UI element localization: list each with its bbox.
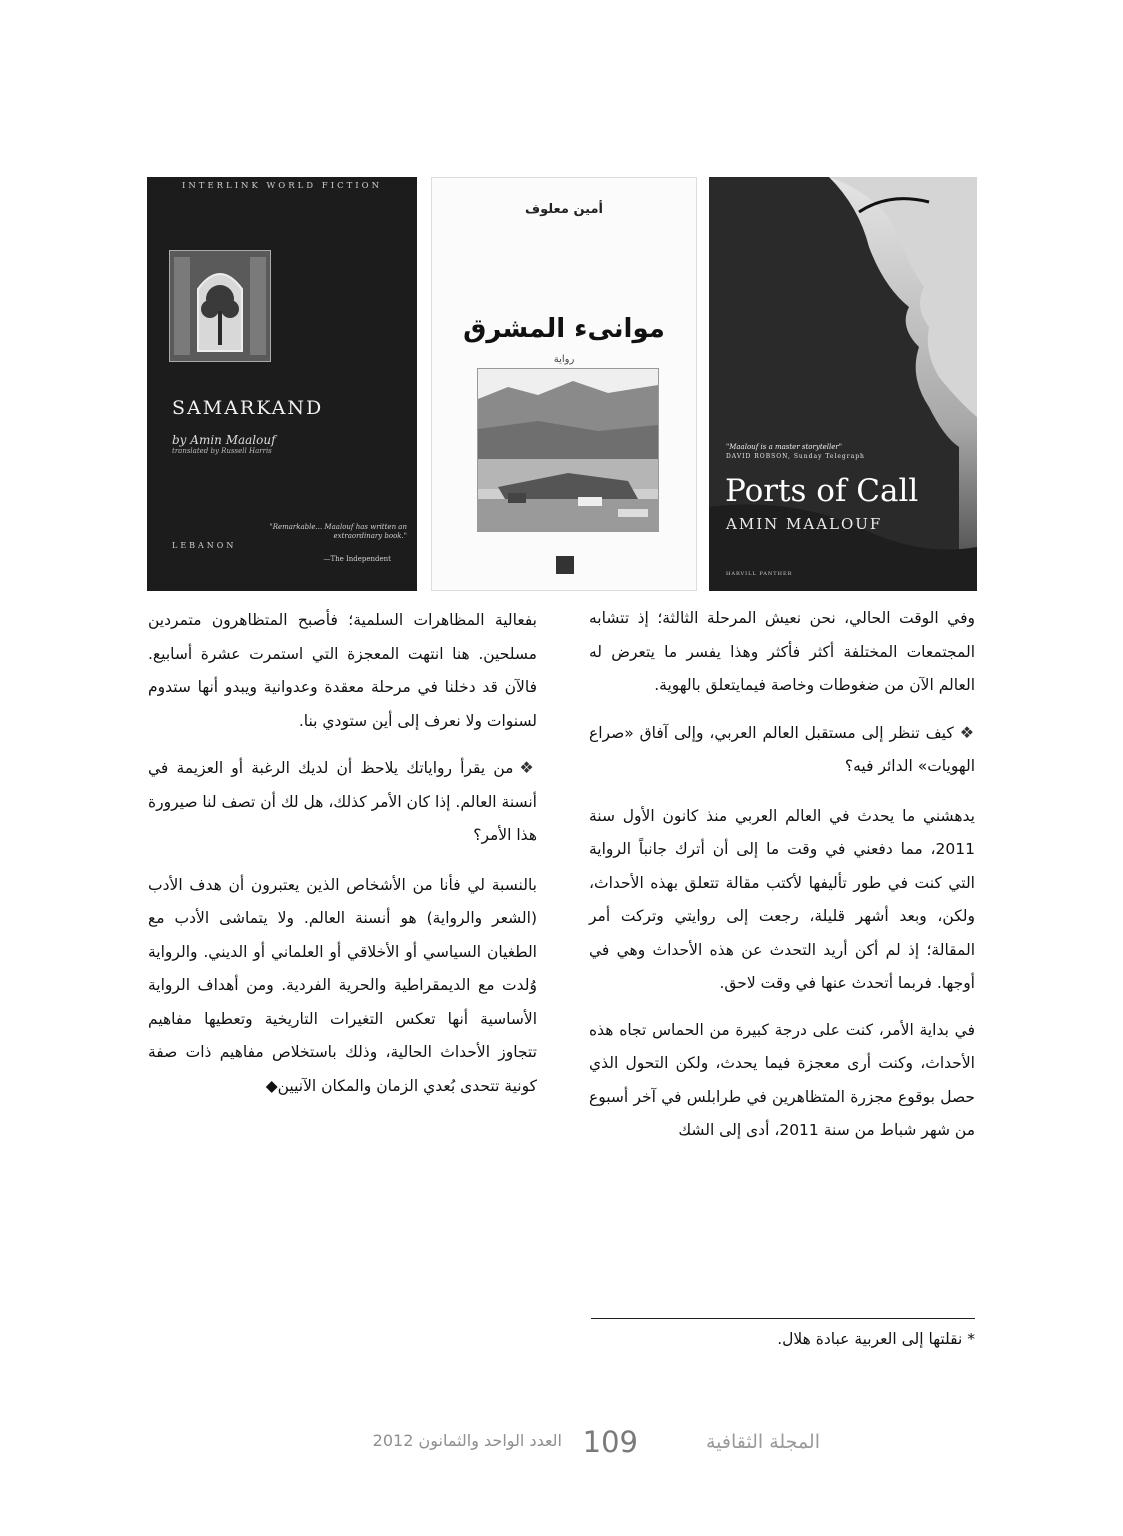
page-footer: [300, 1427, 820, 1459]
left-text-column: [148, 604, 537, 1103]
cover-publisher: HARVILL PANTHER: [726, 571, 793, 577]
question-text: كيف تنظر إلى مستقبل العالم العربي، وإلى آفاق «صراع الهويات» الدائر فيه؟: [589, 723, 975, 775]
ornament-icon: ❖: [519, 758, 537, 777]
cover-translator: translated by Russell Harris: [172, 447, 272, 455]
cover-illustration: [169, 250, 271, 362]
paragraph: بفعالية المظاهرات السلمية؛ فأصبح المتظاهرون متمردين مسلحين. هنا انتهت المعجزة التي استمرت عشرة أسابيع. فالآن قد دخلنا في مرحلة معقدة وعدوانية ويبدو أنها ستدوم لسنوات ولا نعرف إلى أين ستودي بنا.: [148, 611, 537, 730]
arabic-book-cover: [431, 177, 697, 591]
cover-country: LEBANON: [172, 541, 237, 550]
cover-title: SAMARKAND: [172, 397, 324, 419]
magazine-name: المجلة الثقافية: [705, 1431, 820, 1453]
footnote: * نقلتها إلى العربية عبادة هلال.: [777, 1330, 975, 1348]
cover-quote-source: DAVID ROBSON, Sunday Telegraph: [726, 453, 865, 460]
footnote-divider: [591, 1318, 975, 1319]
question-text: من يقرأ رواياتك يلاحظ أن لديك الرغبة أو العزيمة في أنسنة العالم. إذا كان الأمر كذلك، هل لك أن تصف لنا صيرورة هذا الأمر؟: [148, 759, 537, 844]
cover-author: أمين معلوف: [525, 202, 603, 217]
issue-label: العدد الواحد والثمانون 2012: [372, 1431, 562, 1450]
paragraph: يدهشني ما يحدث في العالم العربي منذ كانون الأول سنة 2011، مما دفعني في وقت ما إلى أن أترك جانباً الرواية التي كنت في طور تأليفها لأكتب مقالة تتعلق بهذه الأحداث، ولكن، وبعد أشهر قليلة، رجعت إلى روايتي وتركت أمر المقالة؛ إذ لم أكن أريد التحدث عن هذه الأحداث وهي في أوجها. فربما أتحدث عنها في وقت لاحق.: [589, 806, 975, 992]
interview-question: [589, 716, 975, 784]
cover-author: by Amin Maalouf: [172, 433, 276, 447]
ports-of-call-book-cover: [709, 177, 977, 591]
paragraph: في بداية الأمر، كنت على درجة كبيرة من الحماس تجاه هذه الأحداث، وكنت أرى معجزة فيما يحدث، ولكن التحول الذي حصل بوقوع مجزرة المتظاهرين في طرابلس في آخر أسبوع من شهر شباط من سنة 2011، أدى إلى الشك: [589, 1020, 975, 1139]
cover-genre: رواية: [553, 354, 575, 365]
cover-title: Ports of Call: [725, 473, 919, 509]
cover-series-label: INTERLINK WORLD FICTION: [181, 181, 383, 191]
paragraph: بالنسبة لي فأنا من الأشخاص الذين يعتبرون أن هدف الأدب (الشعر والرواية) هو أنسنة العالم. ولا يتماشى الأدب مع الطغيان السياسي أو الأخلاقي أو العلماني أو الديني. والرواية وُلدت مع الديمقراطية والحرية الفردية. ومن أهداف الرواية الأساسية أنها تعكس التغيرات التاريخية وتعطيها مفاهيم تتجاوز الأحداث الحالية، وذلك باستخلاص مفاهيم ذات صفة كونية تتحدى بُعدي الزمان والمكان الآنيين◆: [148, 875, 537, 1095]
publisher-logo: [556, 556, 574, 574]
ornament-icon: ❖: [959, 722, 976, 742]
samarkand-book-cover: [147, 177, 417, 591]
page-number: 109: [582, 1425, 638, 1459]
cover-quote-source: —The Independent: [323, 555, 391, 563]
interview-question: [148, 751, 537, 853]
cover-harbor-photo: [477, 368, 659, 532]
right-text-column: [589, 602, 975, 1148]
cover-quote: "Remarkable... Maalouf has written an extraordinary book.": [269, 523, 407, 541]
cover-author: AMIN MAALOUF: [726, 515, 883, 533]
cover-title: موانىء المشرق: [463, 314, 665, 344]
paragraph: وفي الوقت الحالي، نحن نعيش المرحلة الثالثة؛ إذ تتشابه المجتمعات المختلفة أكثر فأكثر وهذا يفسر ما يتعرض له العالم الآن من ضغوطات وخاصة فيمايتعلق بالهوية.: [589, 609, 975, 694]
cover-quote: "Maalouf is a master storyteller": [726, 443, 842, 451]
